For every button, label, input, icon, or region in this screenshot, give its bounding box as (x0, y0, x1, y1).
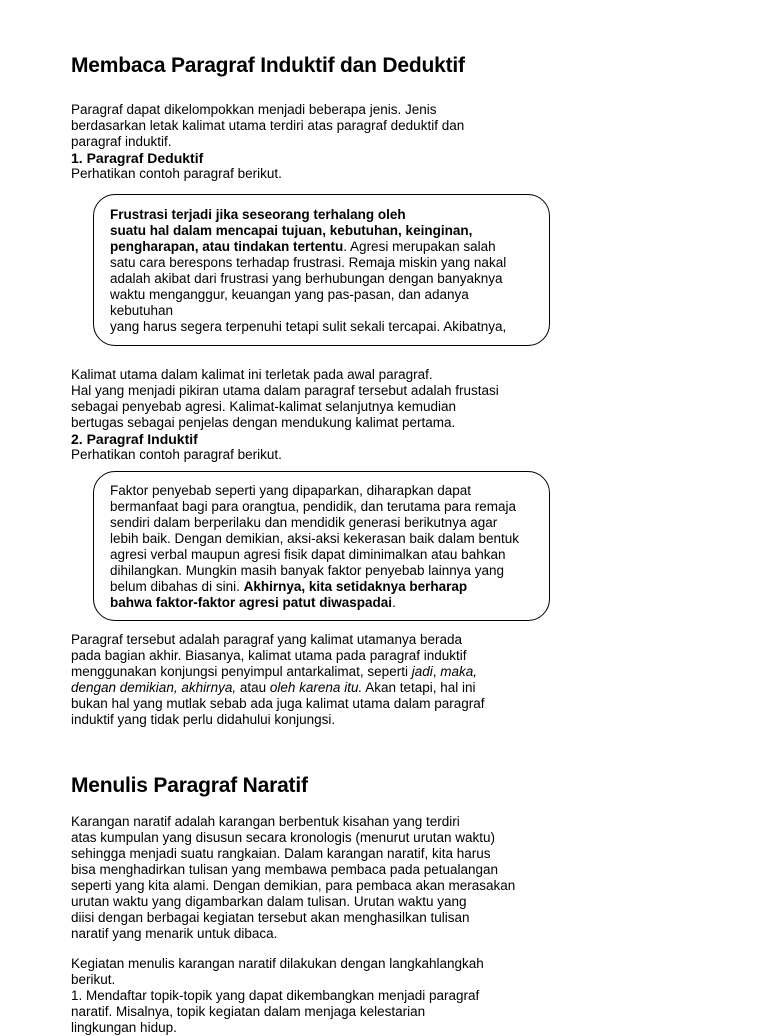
text-line: naratif yang menarik untuk dibaca. (71, 926, 278, 941)
text-line: menggunakan konjungsi penyimpul antarkalimat, seperti jadi, maka, (71, 664, 477, 679)
text-line: naratif. Misalnya, topik kegiatan dalam menjaga kelestarian (71, 1004, 426, 1019)
text-line: Perhatikan contoh paragraf berikut. (71, 166, 282, 181)
text-line (110, 207, 540, 223)
text-line: dengan demikian, akhirnya, atau oleh karena itu. Akan tetapi, hal ini (71, 680, 476, 695)
naratif-paragraph-1 (71, 814, 541, 942)
text-line: pada bagian akhir. Biasanya, kalimat utama pada paragraf induktif (71, 648, 467, 663)
text-line: Karangan naratif adalah karangan berbentuk kisahan yang terdiri (71, 814, 460, 829)
text-line: 1. Mendaftar topik-topik yang dapat dikembangkan menjadi paragraf (71, 988, 480, 1003)
text-line: induktif yang tidak perlu didahului konjungsi. (71, 712, 336, 727)
text-line: sehingga menjadi suatu rangkaian. Dalam karangan naratif, kita harus (71, 846, 491, 861)
naratif-paragraph-2 (71, 956, 541, 1036)
text-line: sebagai penyebab agresi. Kalimat-kalimat selanjutnya kemudian (71, 399, 456, 414)
key-sentence: bahwa faktor-faktor agresi patut diwaspadai (110, 595, 393, 610)
section-title-deduktif-induktif: Membaca Paragraf Induktif dan Deduktif (71, 54, 465, 77)
example-paragraph-induktif (110, 483, 540, 611)
text-line: seperti yang kita alami. Dengan demikian, para pembaca akan merasakan (71, 878, 516, 893)
text-line: Perhatikan contoh paragraf berikut. (71, 447, 282, 462)
key-sentence: pengharapan, atau tindakan tertentu (110, 239, 344, 254)
key-sentence: Akhirnya, kita setidaknya berharap (243, 579, 468, 594)
text-line: berdasarkan letak kalimat utama terdiri atas paragraf deduktif dan (71, 118, 465, 133)
text-line: satu cara berespons terhadap frustrasi. Remaja miskin yang nakal (110, 255, 507, 270)
text-line: Kegiatan menulis karangan naratif dilakukan dengan langkahlangkah (71, 956, 484, 971)
text-line: pengharapan, atau tindakan tertentu. Agresi merupakan salah (110, 239, 496, 254)
text-line: kebutuhan (110, 303, 174, 318)
text-line: belum dibahas di sini. Akhirnya, kita setidaknya berharap (110, 579, 468, 594)
example-paragraph-deduktif (110, 207, 540, 335)
subheading-deduktif: 1. Paragraf Deduktif (71, 150, 204, 166)
text-line: atas kumpulan yang disusun secara kronologis (menurut urutan waktu) (71, 830, 495, 845)
text-line: lebih baik. Dengan demikian, aksi-aksi kekerasan baik dalam bentuk (110, 531, 519, 546)
text-line: Paragraf dapat dikelompokkan menjadi beberapa jenis. Jenis (71, 102, 437, 117)
text-line: adalah akibat dari frustrasi yang berhubungan dengan banyaknya (110, 271, 503, 286)
text-line: bahwa faktor-faktor agresi patut diwaspadai. (110, 595, 396, 610)
text-line: Faktor penyebab seperti yang dipaparkan, diharapkan dapat (110, 483, 471, 498)
intro-paragraph (71, 102, 541, 182)
text-line: dihilangkan. Mungkin masih banyak faktor penyebab lainnya yang (110, 563, 505, 578)
text-line: Hal yang menjadi pikiran utama dalam paragraf tersebut adalah frustasi (71, 383, 499, 398)
key-sentence: Frustrasi terjadi jika seseorang terhalang oleh (110, 207, 406, 222)
text-line: bukan hal yang mutlak sebab ada juga kalimat utama dalam paragraf (71, 696, 485, 711)
text-line: Kalimat utama dalam kalimat ini terletak pada awal paragraf. (71, 367, 433, 382)
text-line: sendiri dalam berperilaku dan mendidik generasi berikutnya agar (110, 515, 498, 530)
text-line: bertugas sebagai penjelas dengan mendukung kalimat pertama. (71, 415, 456, 430)
text-line: Paragraf tersebut adalah paragraf yang kalimat utamanya berada (71, 632, 462, 647)
text-line: urutan waktu yang digambarkan dalam tulisan. Urutan waktu yang (71, 894, 467, 909)
text-line (110, 223, 540, 239)
text-line: paragraf induktif. (71, 134, 172, 149)
text-line: bisa menghadirkan tulisan yang membawa pembaca pada petualangan (71, 862, 499, 877)
example-box-deduktif (93, 194, 550, 346)
text-line: berikut. (71, 972, 116, 987)
section-title-naratif: Menulis Paragraf Naratif (71, 774, 308, 797)
explanation-deduktif (71, 367, 541, 463)
explanation-induktif (71, 632, 541, 728)
text-line: diisi dengan berbagai kegiatan tersebut akan menghasilkan tulisan (71, 910, 470, 925)
example-box-induktif (93, 471, 550, 621)
text-line: yang harus segera terpenuhi tetapi sulit sekali tercapai. Akibatnya, (110, 319, 507, 334)
text-line: waktu menganggur, keuangan yang pas-pasan, dan adanya (110, 287, 469, 302)
text-line: bermanfaat bagi para orangtua, pendidik, dan terutama para remaja (110, 499, 517, 514)
key-sentence: suatu hal dalam mencapai tujuan, kebutuhan, keinginan, (110, 223, 473, 238)
subheading-induktif: 2. Paragraf Induktif (71, 431, 198, 447)
text-line: agresi verbal maupun agresi fisik dapat diminimalkan atau bahkan (110, 547, 506, 562)
text-line: lingkungan hidup. (71, 1020, 177, 1035)
